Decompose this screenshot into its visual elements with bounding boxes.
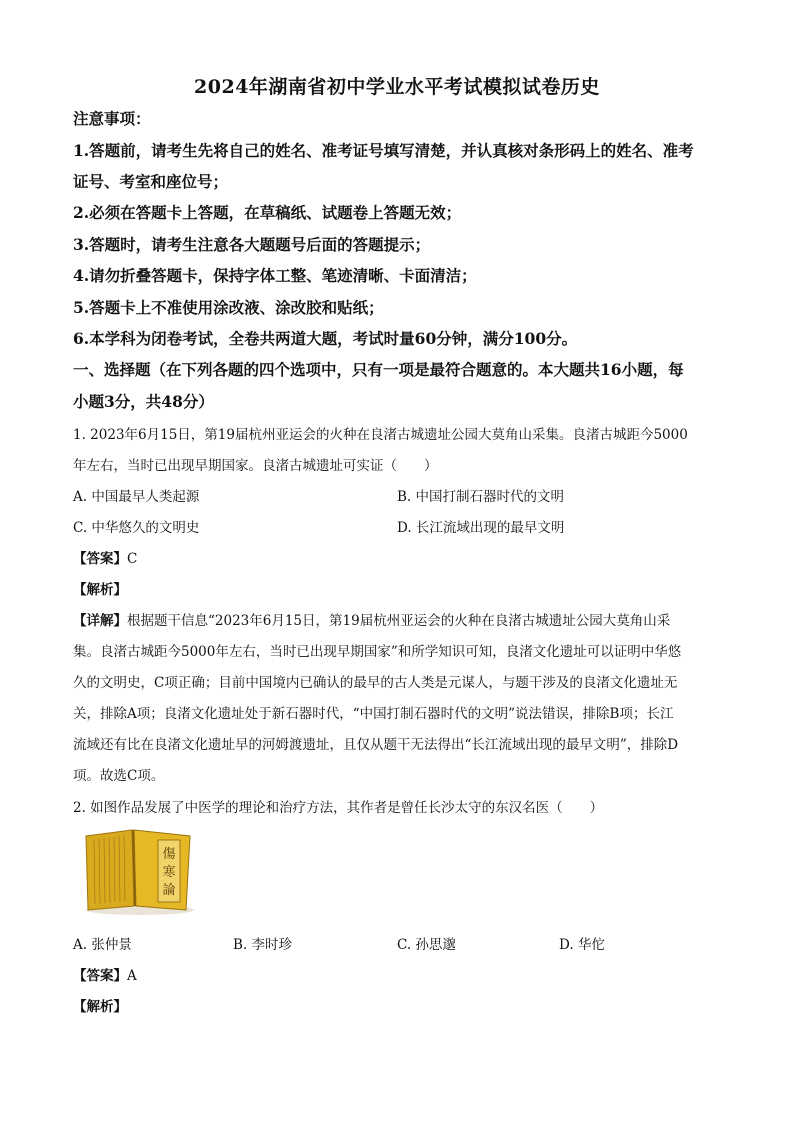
section-heading-cont: 小题3分，共48分） — [73, 392, 214, 411]
q1-option-b: B. 中国打制石器时代的文明 — [397, 489, 565, 505]
q1-stem-line1: 1. 2023年6月15日，第19届杭州亚运会的火种在良渚古城遗址公园大莫角山采集。良渚古城距今5000 — [73, 427, 688, 443]
notice-item-1-cont: 证号、考室和座位号； — [73, 172, 229, 191]
notice-item-2: 2.必须在答题卡上答题，在草稿纸、试题卷上答题无效； — [73, 203, 462, 222]
q1-option-d: D. 长江流域出现的最早文明 — [397, 520, 565, 536]
notice-item-6: 6.本学科为闭卷考试，全卷共两道大题，考试时量60分钟，满分100分。 — [73, 329, 578, 348]
notice-heading: 注意事项： — [73, 109, 151, 128]
q1-detail-tag: 【详解】 — [73, 613, 127, 629]
q1-stem-line2: 年左右，当时已出现早期国家。良渚古城遗址可实证（ ） — [73, 458, 438, 474]
q2-option-b: B. 李时珍 — [233, 937, 293, 953]
q2-option-c: C. 孙思邈 — [397, 937, 456, 953]
q1-option-c: C. 中华悠久的文明史 — [73, 520, 200, 536]
q1-detail-line6: 项。故选C项。 — [73, 768, 165, 784]
q2-answer — [73, 964, 137, 984]
q1-answer-value: C — [127, 551, 138, 567]
book-title-char-2: 寒 — [162, 865, 176, 880]
q1-detail-text-1: 根据题干信息“2023年6月15日，第19届杭州亚运会的火种在良渚古城遗址公园大莫角山采 — [127, 613, 671, 629]
book-image — [80, 826, 198, 916]
q2-stem: 2. 如图作品发展了中医学的理论和治疗方法，其作者是曾任长沙太守的东汉名医（ ） — [73, 800, 604, 816]
q1-option-a: A. 中国最早人类起源 — [73, 489, 200, 505]
notice-item-3: 3.答题时，请考生注意各大题题号后面的答题提示； — [73, 235, 431, 254]
notice-item-1: 1.答题前，请考生先将自己的姓名、准考证号填写清楚，并认真核对条形码上的姓名、准考 — [73, 141, 694, 160]
notice-item-5: 5.答题卡上不准使用涂改液、涂改胶和贴纸； — [73, 298, 384, 317]
q1-analysis-tag: 【解析】 — [73, 582, 127, 598]
q1-answer-tag: 【答案】 — [73, 551, 127, 567]
book-title-char-1: 傷 — [162, 847, 176, 862]
q1-detail-line1 — [73, 609, 670, 629]
q2-option-d: D. 华佗 — [559, 937, 605, 953]
q1-detail-line4: 关，排除A项；良渚文化遗址处于新石器时代，“中国打制石器时代的文明”说法错误，排除B项；长江 — [73, 706, 674, 722]
q2-answer-tag: 【答案】 — [73, 968, 127, 984]
notice-item-4: 4.请勿折叠答题卡，保持字体工整、笔迹清晰、卡面清洁； — [73, 266, 477, 285]
q2-answer-value: A — [127, 968, 137, 984]
q2-option-a: A. 张仲景 — [73, 937, 132, 953]
q2-analysis-tag: 【解析】 — [73, 999, 127, 1015]
q1-detail-line2: 集。良渚古城距今5000年左右，当时已出现早期国家”和所学知识可知，良渚文化遗址可以证明中华悠 — [73, 644, 682, 660]
q1-detail-line3: 久的文明史，C项正确；目前中国境内已确认的最早的古人类是元谋人，与题干涉及的良渚文化遗址无 — [73, 675, 678, 691]
q1-detail-line5: 流域还有比在良渚文化遗址早的河姆渡遗址，且仅从题干无法得出“长江流域出现的最早文明”，排除D — [73, 737, 679, 753]
q1-answer — [73, 547, 137, 567]
book-title-char-3: 論 — [162, 883, 176, 898]
page-title: 2024年湖南省初中学业水平考试模拟试卷历史 — [194, 76, 600, 98]
section-heading: 一、选择题（在下列各题的四个选项中，只有一项是最符合题意的。本大题共16小题，每 — [73, 360, 684, 379]
